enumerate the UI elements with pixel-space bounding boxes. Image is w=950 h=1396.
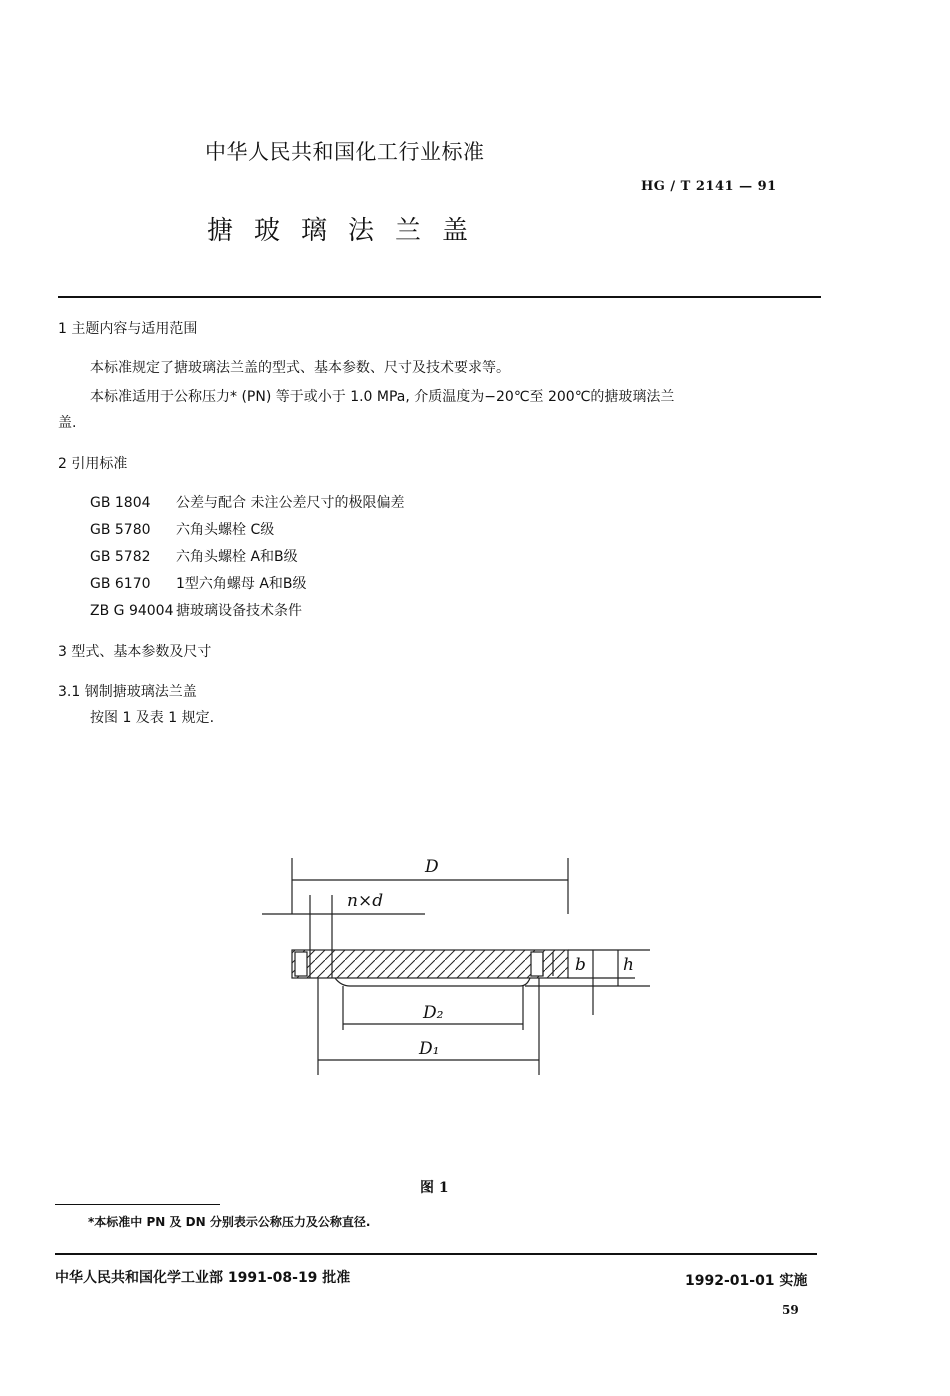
document-title: 搪玻璃法兰盖 [207,216,490,246]
section-3-1-heading: 3.1 钢制搪玻璃法兰盖 [58,684,197,700]
approval-line: 中华人民共和国化学工业部 1991-08-19 批准 [55,1270,351,1286]
footer-rule [55,1253,817,1255]
standard-code: HG / T 2141 — 91 [641,179,777,194]
reference-code: GB 5780 [90,522,151,538]
dimension-label-D: D [425,857,439,877]
reference-code: GB 5782 [90,549,151,565]
reference-item [90,573,307,593]
reference-title: 搪玻璃设备技术条件 [176,603,302,619]
standard-title: 中华人民共和国化工行业标准 [205,140,485,164]
reference-item [90,600,302,620]
reference-item [90,519,274,539]
reference-item [90,546,298,566]
reference-code: GB 6170 [90,576,151,592]
footnote: *本标准中 PN 及 DN 分别表示公称压力及公称直径. [88,1215,371,1229]
figure-caption: 图 1 [420,1180,449,1196]
reference-code: ZB G 94004 [90,603,174,619]
section-3-heading: 3 型式、基本参数及尺寸 [58,644,212,660]
section-1-paragraph-2-cont: 盖. [58,415,77,431]
dimension-label-D2: D₂ [423,1003,444,1023]
footnote-rule [55,1204,220,1205]
dimension-label-b: b [575,955,586,975]
dimension-label-h: h [623,955,634,975]
reference-item [90,492,404,512]
section-1-heading: 1 主题内容与适用范围 [58,321,198,337]
section-1-paragraph-2: 本标准适用于公称压力* (PN) 等于或小于 1.0 MPa, 介质温度为−20℃至 200℃的搪玻璃法兰 [90,389,675,405]
effective-date: 1992-01-01 实施 [685,1273,808,1289]
reference-title: 公差与配合 未注公差尺寸的极限偏差 [176,495,405,511]
reference-title: 1型六角螺母 A和B级 [176,576,307,592]
reference-code: GB 1804 [90,495,151,511]
section-1-paragraph-1: 本标准规定了搪玻璃法兰盖的型式、基本参数、尺寸及技术要求等。 [90,360,510,376]
dimension-label-D1: D₁ [419,1039,440,1059]
flange-cover-drawing [255,850,675,1090]
section-3-1-paragraph: 按图 1 及表 1 规定. [90,710,215,726]
dimension-label-nxd: n×d [347,891,384,911]
page-number: 59 [782,1303,799,1317]
reference-title: 六角头螺栓 C级 [176,522,275,538]
header-rule [58,296,821,298]
reference-title: 六角头螺栓 A和B级 [176,549,298,565]
section-2-heading: 2 引用标准 [58,456,128,472]
